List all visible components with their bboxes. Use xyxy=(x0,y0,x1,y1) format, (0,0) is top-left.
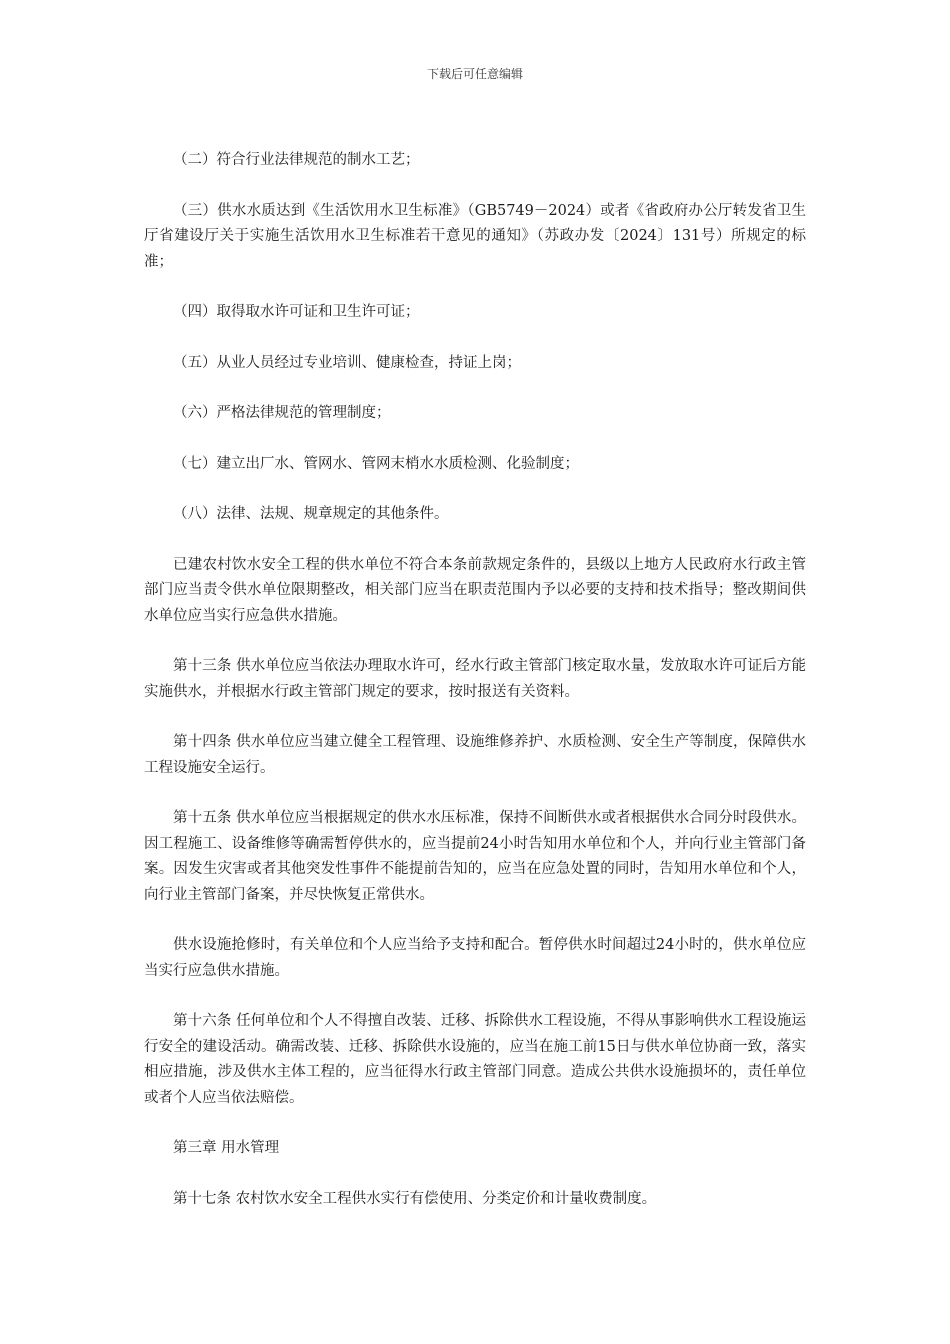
paragraph-item-3: （三）供水水质达到《生活饮用水卫生标准》（GB5749－2024）或者《省政府办公厅转发省卫生厅省建设厅关于实施生活饮用水卫生标准若干意见的通知》（苏政办发〔2024〕131号）所规定的标准； xyxy=(144,202,806,270)
article-16: 第十六条 任何单位和个人不得擅自改装、迁移、拆除供水工程设施，不得从事影响供水工程设施运行安全的建设活动。确需改装、迁移、拆除供水设施的，应当在施工前15日与供水单位协商一致，落实相应措施，涉及供水主体工程的，应当征得水行政主管部门同意。造成公共供水设施损坏的，责任单位或者个人应当依法赔偿。 xyxy=(144,1013,806,1106)
paragraph-rectification: 已建农村饮水安全工程的供水单位不符合本条前款规定条件的，县级以上地方人民政府水行政主管部门应当责令供水单位限期整改，相关部门应当在职责范围内予以必要的支持和技术指导；整改期间供水单位应当实行应急供水措施。 xyxy=(144,556,806,624)
chapter-3-heading: 第三章 用水管理 xyxy=(173,1140,280,1156)
document-body xyxy=(144,148,806,1237)
paragraph-item-8: （八）法律、法规、规章规定的其他条件。 xyxy=(173,506,449,522)
article-14: 第十四条 供水单位应当建立健全工程管理、设施维修养护、水质检测、安全生产等制度，保障供水工程设施安全运行。 xyxy=(144,734,806,776)
paragraph-item-2: （二）符合行业法律规范的制水工艺； xyxy=(173,152,420,168)
paragraph-item-7: （七）建立出厂水、管网水、管网末梢水水质检测、化验制度； xyxy=(173,455,579,472)
paragraph-item-5: （五）从业人员经过专业培训、健康检查，持证上岗； xyxy=(173,354,521,371)
page-header: 下载后可任意编辑 xyxy=(426,67,523,81)
article-15: 第十五条 供水单位应当根据规定的供水水压标准，保持不间断供水或者根据供水合同分时段供水。因工程施工、设备维修等确需暂停供水的，应当提前24小时告知用水单位和个人，并向行业主管部门备案。因发生灾害或者其他突发性事件不能提前告知的，应当在应急处置的同时，告知用水单位和个人，向行业主管部门备案，并尽快恢复正常供水。 xyxy=(144,810,806,903)
paragraph-emergency-repair: 供水设施抢修时，有关单位和个人应当给予支持和配合。暂停供水时间超过24小时的，供水单位应当实行应急供水措施。 xyxy=(144,937,806,979)
paragraph-item-4: （四）取得取水许可证和卫生许可证； xyxy=(173,304,420,320)
paragraph-item-6: （六）严格法律规范的管理制度； xyxy=(173,405,391,421)
article-13: 第十三条 供水单位应当依法办理取水许可，经水行政主管部门核定取水量，发放取水许可证后方能实施供水，并根据水行政主管部门规定的要求，按时报送有关资料。 xyxy=(144,658,806,700)
article-17: 第十七条 农村饮水安全工程供水实行有偿使用、分类定价和计量收费制度。 xyxy=(173,1190,657,1207)
